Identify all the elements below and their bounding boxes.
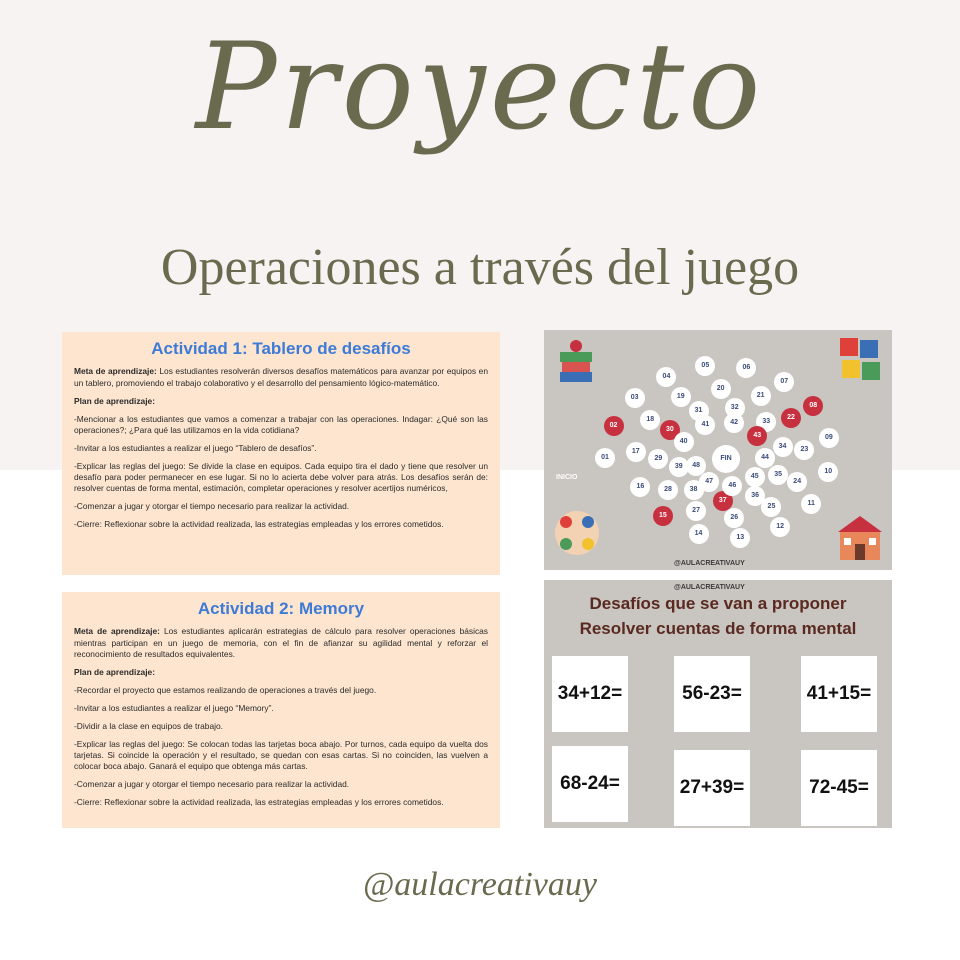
- challenge-card[interactable]: 68-24=: [552, 746, 628, 822]
- board-cell: 29: [648, 449, 668, 469]
- board-cell: 01: [595, 448, 615, 468]
- board-cell: 30: [660, 420, 680, 440]
- board-game-panel: [544, 330, 892, 570]
- board-cell: 31: [689, 401, 709, 421]
- board-cell: 35: [768, 465, 788, 485]
- board-handle: @AULACREATIVAUY: [674, 560, 745, 567]
- school-icon: [834, 514, 886, 562]
- board-cell: 46: [722, 476, 742, 496]
- board-cell: 42: [724, 413, 744, 433]
- activity-1-step: -Cierre: Reflexionar sobre la actividad realizada, las estrategias empleadas y los errores cometidos.: [74, 519, 444, 530]
- board-cell: 41: [695, 415, 715, 435]
- activity-1-meta: [74, 366, 488, 388]
- board-cell: 14: [689, 524, 709, 544]
- activity-1-card: [62, 332, 500, 575]
- board-cell: 34: [773, 437, 793, 457]
- board-cell: 26: [724, 508, 744, 528]
- board-cell: 18: [640, 410, 660, 430]
- board-cell: 38: [684, 480, 704, 500]
- board-cell: 25: [761, 497, 781, 517]
- board-cell: 07: [774, 372, 794, 392]
- board-cell: 48: [686, 456, 706, 476]
- challenges-subtitle: Resolver cuentas de forma mental: [579, 619, 857, 638]
- meta-label: Meta de aprendizaje:: [74, 366, 157, 377]
- board-cell: 11: [801, 494, 821, 514]
- board-cell: 10: [818, 462, 838, 482]
- board-cell: 05: [695, 356, 715, 376]
- children-circle-icon: [552, 508, 602, 558]
- board-cell: 03: [625, 388, 645, 408]
- board-cell: 08: [803, 396, 823, 416]
- meta-text: Los estudiantes aplicarán estrategias de cálculo para resolver operaciones básicas mientras participan en un juego de memoria, con el fin de afianzar su agilidad mental y reforzar el reconocimiento de resultados equivalentes.: [74, 626, 488, 659]
- board-cell: 20: [711, 379, 731, 399]
- board-cell: 13: [730, 528, 750, 548]
- board-cell: 37: [713, 491, 733, 511]
- board-cell: 47: [699, 472, 719, 492]
- board-cell: 43: [747, 426, 767, 446]
- meta-text: Los estudiantes resolverán diversos desafíos matemáticos para avanzar por equipos en un tablero, promoviendo el trabajo colaborativo y el desarrollo del pensamiento lógico-matemático.: [74, 366, 488, 388]
- activity-1-step: -Mencionar a los estudiantes que vamos a comenzar a trabajar con las operaciones. Indagar: ¿Qué son las operaciones?; ¿Para qué las utilizamos en la vida cotidiana?: [74, 413, 488, 435]
- page-title: Proyecto: [195, 18, 765, 157]
- board-cell: 32: [725, 398, 745, 418]
- activity-2-heading: Actividad 2: Memory: [197, 599, 365, 618]
- board-cell: 21: [751, 386, 771, 406]
- activity-1-step: -Explicar las reglas del juego: Se divide la clase en equipos. Cada equipo tira el dado y tiene que resolver un desafío para poder permanecer en ese lugar. Si no lo acierta debe volver para atrás. Los desafíos serán de: resolver cuentas de forma mental, estimación, completar operaciones y resolver acertijos numéricos,: [74, 461, 488, 494]
- board-cell: 28: [658, 480, 678, 500]
- puzzle-icon: [836, 334, 884, 386]
- activity-2-step: -Explicar las reglas del juego: Se colocan todas las tarjetas boca abajo. Por turnos, cada equipo da vuelta dos tarjetas. Si coincide la operación y el resultado, se quedan con esas cartas. Si no coinciden, las vuelven a colocar boca abajo. Ganará el equipo que obtenga más cartas.: [74, 739, 488, 772]
- activity-1-heading: Actividad 1: Tablero de desafíos: [151, 339, 411, 358]
- end-cell: FIN: [712, 445, 740, 473]
- challenge-card[interactable]: 27+39=: [674, 750, 750, 826]
- challenge-card[interactable]: 72-45=: [801, 750, 877, 826]
- board-cell: 40: [674, 432, 694, 452]
- activity-2-step: -Recordar el proyecto que estamos realizando de operaciones a través del juego.: [74, 684, 377, 695]
- activity-2-meta: [74, 626, 488, 659]
- page-subtitle: Operaciones a través del juego: [160, 239, 800, 296]
- board-cell: 15: [653, 506, 673, 526]
- challenge-card[interactable]: 34+12=: [552, 656, 628, 732]
- books-apple-icon: [556, 338, 596, 388]
- board-cell: 22: [781, 408, 801, 428]
- activity-2-step: -Comenzar a jugar y otorgar el tiempo necesario para realizar la actividad.: [74, 779, 350, 790]
- board-cell: 09: [819, 428, 839, 448]
- board-cell: 12: [770, 517, 790, 537]
- board-cell: 39: [669, 457, 689, 477]
- activity-1-step: -Invitar a los estudiantes a realizar el juego “Tablero de desafíos”.: [74, 442, 317, 453]
- board-cell: 27: [686, 501, 706, 521]
- board-cell: 44: [755, 448, 775, 468]
- activity-2-card: [62, 592, 500, 828]
- activity-2-step: -Dividir a la clase en equipos de trabajo.: [74, 721, 223, 731]
- board-cell: 36: [745, 486, 765, 506]
- challenge-card[interactable]: 56-23=: [674, 656, 750, 732]
- board-cell: 04: [656, 367, 676, 387]
- activity-2-plan-label: Plan de aprendizaje:: [74, 666, 155, 677]
- activity-2-step: -Cierre: Reflexionar sobre la actividad realizada, las estrategias empleadas y los errores cometidos.: [74, 797, 444, 808]
- start-label: INICIO: [556, 474, 578, 481]
- challenges-title: Desafíos que se van a proponer: [589, 594, 847, 613]
- board-cell: 16: [630, 477, 650, 497]
- board-cell: 02: [604, 416, 624, 436]
- challenge-card[interactable]: 41+15=: [801, 656, 877, 732]
- board-cell: 19: [671, 387, 691, 407]
- footer-handle[interactable]: @aulacreativauy: [363, 866, 597, 903]
- board-cell: 33: [756, 412, 776, 432]
- activity-1-plan-label: Plan de aprendizaje:: [74, 395, 155, 406]
- challenges-panel: [544, 580, 892, 828]
- board-cell: 23: [794, 440, 814, 460]
- board-cell: 17: [626, 442, 646, 462]
- activity-2-step: -Invitar a los estudiantes a realizar el juego “Memory”.: [74, 702, 274, 713]
- challenges-handle: @AULACREATIVAUY: [674, 584, 745, 591]
- board-cell: 45: [745, 467, 765, 487]
- meta-label: Meta de aprendizaje:: [74, 626, 160, 637]
- board-cell: 06: [736, 358, 756, 378]
- activity-1-step: -Comenzar a jugar y otorgar el tiempo necesario para realizar la actividad.: [74, 501, 350, 512]
- board-cell: 24: [787, 472, 807, 492]
